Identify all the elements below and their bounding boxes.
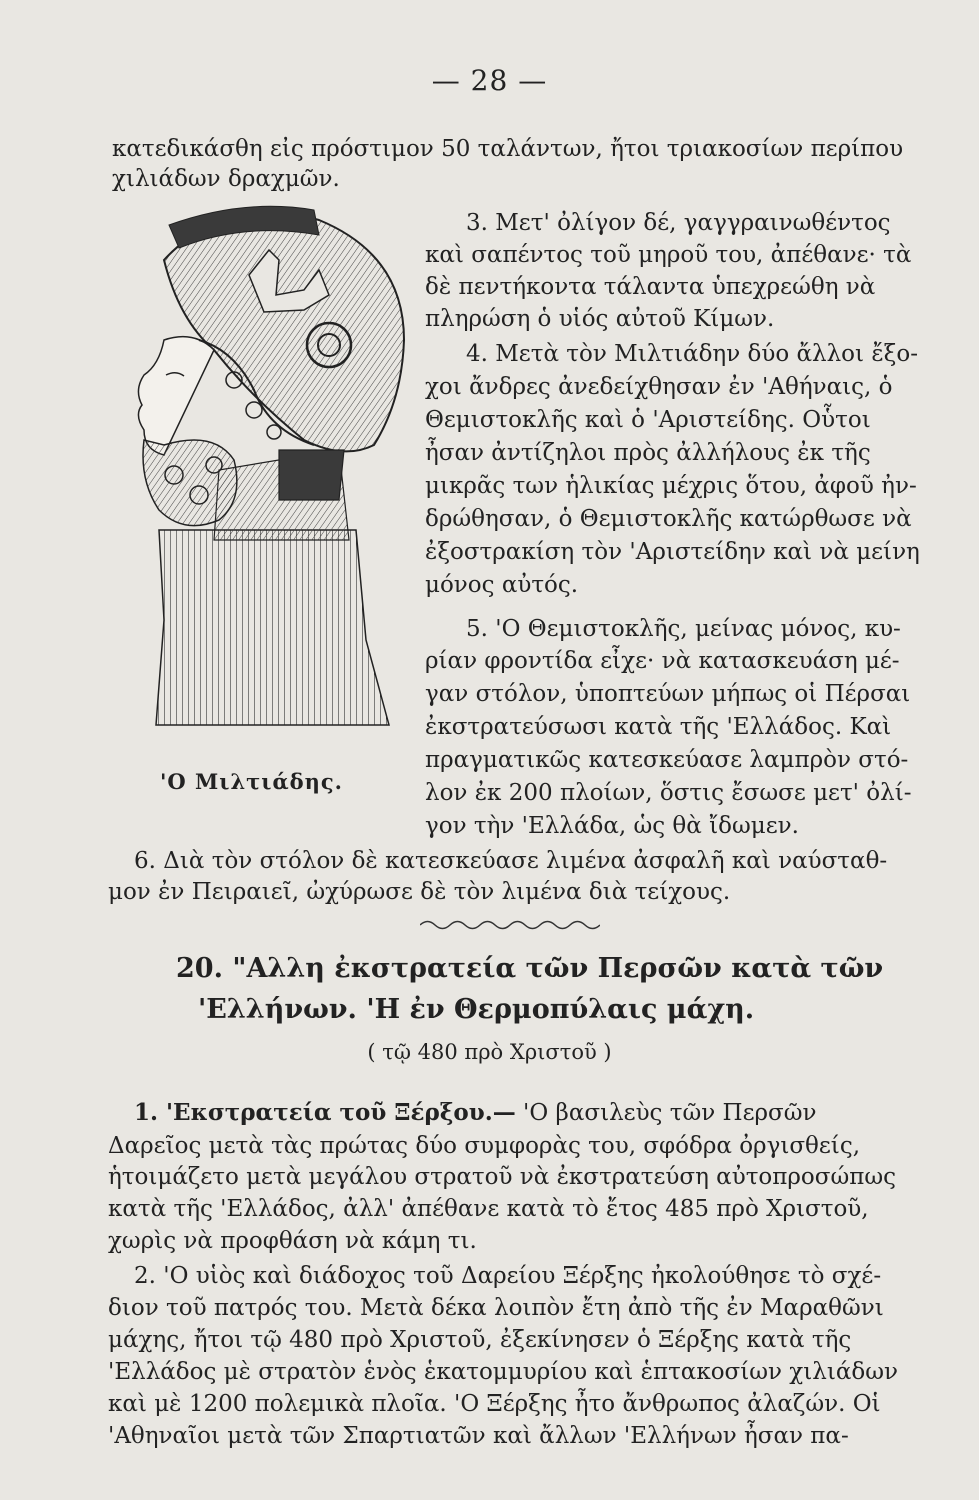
para1-first-line — [134, 1098, 816, 1128]
text-line: 'Ελλάδος μὲ στρατὸν ἑνὸς ἑκατομμυρίου καὶ ἑπτακοσίων χιλιάδων — [108, 1359, 898, 1385]
text-line: χωρὶς νὰ προφθάση νὰ κάμη τι. — [108, 1228, 477, 1254]
text-line: πληρώση ὁ υἱός αὐτοῦ Κίμων. — [425, 306, 775, 332]
page-number: — 28 — — [431, 64, 548, 97]
text-line: μόνος αὐτός. — [425, 572, 579, 598]
text-line: 'Αθηναῖοι μετὰ τῶν Σπαρτιατῶν καὶ ἄλλων 'Ελλήνων ἦσαν πα- — [108, 1423, 849, 1449]
text-line: 5. 'Ο Θεμιστοκλῆς, μείνας μόνος, κυ- — [466, 616, 901, 642]
text-line: καὶ μὲ 1200 πολεμικὰ πλοῖα. 'Ο Ξέρξης ἦτο ἄνθρωπος ἀλαζών. Οἱ — [108, 1391, 881, 1417]
text-line: γαν στόλον, ὑποπτεύων μήπως οἱ Πέρσαι — [425, 681, 911, 707]
section-title-line1: 20. "Αλλη ἐκστρατεία τῶν Περσῶν κατὰ τῶν — [176, 953, 884, 984]
text-line: μάχης, ἤτοι τῷ 480 πρὸ Χριστοῦ, ἐξεκίνησεν ὁ Ξέρξης κατὰ τῆς — [108, 1327, 852, 1353]
text-line: καὶ σαπέντος τοῦ μηροῦ του, ἀπέθανε· τὰ — [425, 242, 912, 268]
para1-heading: 1. 'Εκστρατεία τοῦ Ξέρξου.— — [134, 1099, 516, 1126]
miltiades-portrait — [104, 200, 414, 740]
text-line: ἦσαν ἀντίζηλοι πρὸς ἀλλήλους ἐκ τῆς — [425, 440, 871, 466]
text-line: Θεμιστοκλῆς καὶ ὁ 'Αριστείδης. Οὗτοι — [425, 407, 871, 433]
text-line: 4. Μετὰ τὸν Μιλτιάδην δύο ἄλλοι ἔξο- — [466, 341, 918, 367]
section-divider — [420, 918, 600, 932]
text-line: Δαρεῖος μετὰ τὰς πρώτας δύο συμφορὰς του, σφόδρα ὀργισθείς, — [108, 1133, 861, 1159]
text-line: ρίαν φροντίδα εἶχε· νὰ κατασκευάση μέ- — [425, 648, 900, 674]
text-line: πραγματικῶς κατεσκεύασε λαμπρὸν στό- — [425, 747, 909, 773]
text-line: χοι ἄνδρες ἀνεδείχθησαν ἐν 'Αθήναις, ὁ — [425, 374, 893, 400]
text-line: ἐκστρατεύσωσι κατὰ τῆς 'Ελλάδος. Καὶ — [425, 714, 892, 740]
para1-first-rest: 'Ο βασιλεὺς τῶν Περσῶν — [515, 1100, 817, 1126]
text-line: διον τοῦ πατρός του. Μετὰ δέκα λοιπὸν ἔτη ἀπὸ τῆς ἐν Μαραθῶνι — [108, 1295, 884, 1321]
text-line: 3. Μετ' ὀλίγον δέ, γαγγραινωθέντος — [466, 210, 891, 236]
text-line: μικρᾶς των ἡλικίας μέχρις ὅτου, ἀφοῦ ἠν- — [425, 473, 917, 499]
section-date: ( τῷ 480 πρὸ Χριστοῦ ) — [367, 1040, 612, 1064]
portrait-caption: 'Ο Μιλτιάδης. — [160, 769, 343, 794]
text-line: κατεδικάσθη εἰς πρόστιμον 50 ταλάντων, ἤτοι τριακοσίων περίπου — [112, 136, 904, 162]
section-title-line2: 'Ελλήνων. 'Η ἐν Θερμοπύλαις μάχη. — [198, 994, 755, 1025]
text-line: μον ἐν Πειραιεῖ, ὠχύρωσε δὲ τὸν λιμένα διὰ τείχους. — [108, 879, 731, 905]
text-line: ἡτοιμάζετο μετὰ μεγάλου στρατοῦ νὰ ἐκστρατεύση αὐτοπροσώπως — [108, 1164, 896, 1190]
text-line: 2. 'Ο υἱὸς καὶ διάδοχος τοῦ Δαρείου Ξέρξης ἠκολούθησε τὸ σχέ- — [134, 1263, 882, 1289]
text-line: λον ἐκ 200 πλοίων, ὅστις ἔσωσε μετ' ὀλί- — [425, 780, 912, 806]
text-line: δρώθησαν, ὁ Θεμιστοκλῆς κατώρθωσε νὰ — [425, 506, 912, 532]
text-line: δὲ πεντήκοντα τάλαντα ὑπεχρεώθη νὰ — [425, 274, 876, 300]
text-line: κατὰ τῆς 'Ελλάδος, ἀλλ' ἀπέθανε κατὰ τὸ ἔτος 485 πρὸ Χριστοῦ, — [108, 1196, 869, 1222]
text-line: 6. Διὰ τὸν στόλον δὲ κατεσκεύασε λιμένα ἀσφαλῆ καὶ ναύσταθ- — [134, 848, 888, 874]
text-line: ἐξοστρακίση τὸν 'Αριστείδην καὶ νὰ μείνη — [425, 539, 920, 565]
text-line: γον τὴν 'Ελλάδα, ὡς θὰ ἴδωμεν. — [425, 813, 799, 839]
text-line: χιλιάδων δραχμῶν. — [112, 166, 340, 192]
